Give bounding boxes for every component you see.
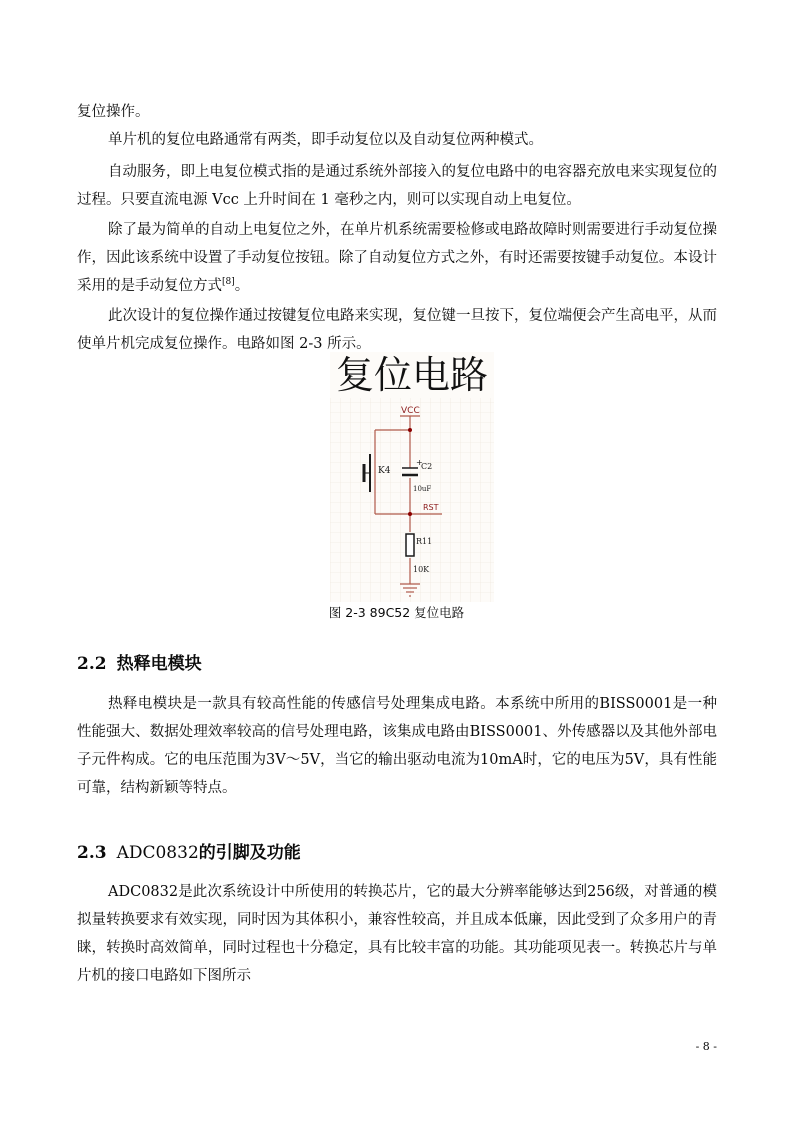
- manual-reset-text: 除了最为简单的自动上电复位之外，在单片机系统需要检修或电路故障时则需要进行手动复位操作，因此该系统中设置了手动复位按钮。除了自动复位方式之外，有时还需要按键手动复位。本设计采用的是手动复位方式: [77, 222, 717, 294]
- reset-circuit-figure: [330, 352, 494, 602]
- junction-rst: [408, 512, 412, 516]
- paragraph-adc0832: ADC0832是此次系统设计中所使用的转换芯片，它的最大分辨率能够达到256级，对普通的模拟量转换要求有效实现，同时因为其体积小，兼容性较高，并且成本低廉，因此受到了众多用户的青睐，转换时高效简单，同时过程也十分稳定，具有比较丰富的功能。其功能项见表一。转换芯片与单片机的接口电路如下图所示: [77, 884, 717, 984]
- section-title: 热释电模块: [116, 654, 202, 674]
- section-number: 2.3: [77, 843, 107, 863]
- label-vcc: VCC: [401, 406, 420, 416]
- section-title-latin: ADC0832: [116, 843, 199, 863]
- section-title-cjk: 的引脚及功能: [198, 843, 301, 863]
- label-r11-value: 10K: [413, 565, 430, 574]
- section-heading-2-2: [77, 652, 202, 676]
- label-k4: K4: [378, 466, 391, 476]
- paragraph-reset-types: 单片机的复位电路通常有两类，即手动复位以及自动复位两种模式。: [108, 132, 543, 148]
- citation-ref: [8]: [222, 277, 235, 288]
- svg-text:+: +: [416, 458, 423, 467]
- paragraph-manual-reset: [77, 216, 717, 300]
- reset-circuit-diagram: [330, 352, 494, 602]
- manual-reset-end: 。: [234, 278, 250, 294]
- resistor-r11: [406, 534, 414, 556]
- paragraph-circuit-intro: 此次设计的复位操作通过按键复位电路来实现，复位键一旦按下，复位端便会产生高电平，从而使单片机完成复位操作。电路如图 2-3 所示。: [77, 308, 717, 352]
- label-c2: C2: [421, 462, 433, 471]
- label-r11: R11: [416, 537, 433, 546]
- figure-caption: 图 2-3 89C52 复位电路: [328, 605, 465, 620]
- diagram-grid: [330, 398, 494, 602]
- paragraph-reset-operation: 复位操作。: [77, 104, 150, 120]
- label-c2-value: 10uF: [413, 485, 432, 493]
- junction-top: [408, 428, 412, 432]
- paragraph-auto-reset: 自动服务，即上电复位模式指的是通过系统外部接入的复位电路中的电容器充放电来实现复位的过程。只要直流电源 Vcc 上升时间在 1 毫秒之内，则可以实现自动上电复位。: [77, 164, 717, 208]
- figure-title: 复位电路: [335, 353, 489, 397]
- paragraph-pyroelectric: 热释电模块是一款具有较高性能的传感信号处理集成电路。本系统中所用的BISS0001是一种性能强大、数据处理效率较高的信号处理电路，该集成电路由BISS0001、外传感器以及其他外部电子元件构成。它的电压范围为3V～5V，当它的输出驱动电流为10mA时，它的电压为5V，具有性能可靠，结构新颖等特点。: [77, 696, 717, 796]
- page-number: - 8 -: [695, 1040, 717, 1053]
- section-heading-2-3: [77, 841, 301, 865]
- label-rst: RST: [423, 503, 439, 512]
- section-number: 2.2: [77, 654, 107, 674]
